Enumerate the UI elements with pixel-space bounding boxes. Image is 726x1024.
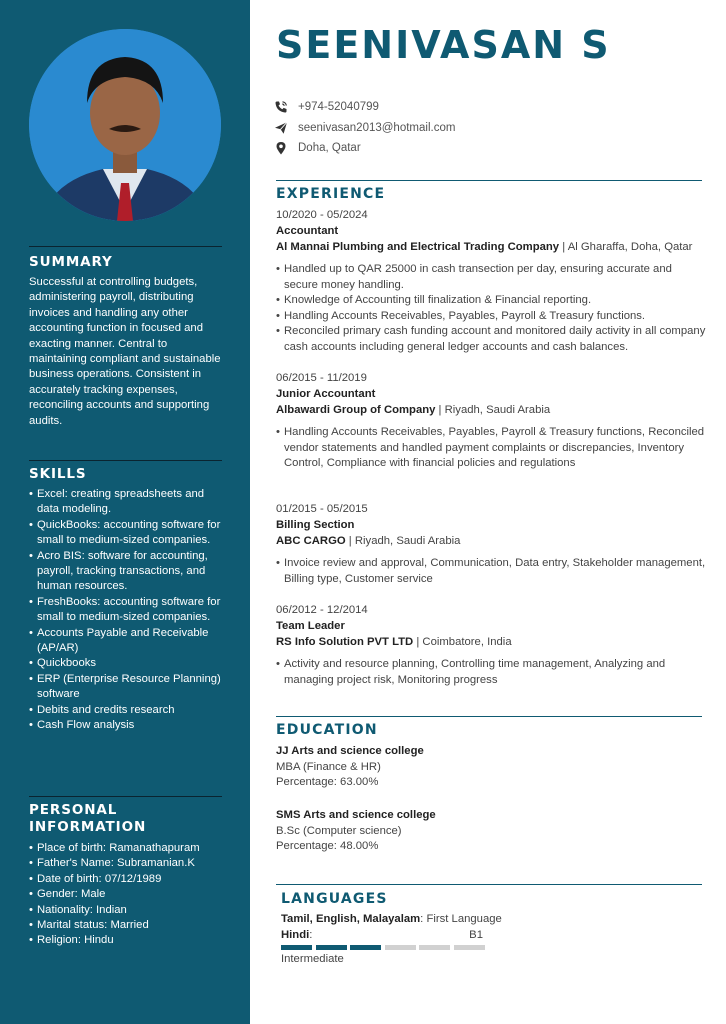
job-entry: [276, 502, 708, 592]
job-dates: 10/2020 - 05/2024: [276, 209, 368, 221]
skill-item: • Excel: creating spreadsheets and data modeling.: [29, 487, 222, 518]
summary-heading: SUMMARY: [29, 254, 113, 270]
job-location: | Riyadh, Saudi Arabia: [435, 404, 551, 416]
job-dates: 06/2015 - 11/2019: [276, 372, 367, 384]
job-role: Junior Accountant: [276, 388, 376, 400]
language-first-names: Tamil, English, Malayalam: [281, 913, 421, 925]
job-bullet: • Reconciled primary cash funding account and monitored daily activity in all company cash accounts including general ledger accounts and cash balances.: [276, 324, 706, 355]
experience-divider: [276, 180, 702, 181]
job-role: Billing Section: [276, 519, 355, 531]
skill-item: • FreshBooks: accounting software for small to medium-sized companies.: [29, 595, 222, 626]
language-first-level: : First Language: [420, 913, 502, 925]
proficiency-segment: [316, 945, 347, 950]
personal-info-heading: PERSONAL INFORMATION: [29, 802, 147, 835]
proficiency-segment: [419, 945, 450, 950]
job-bullet: • Knowledge of Accounting till finalization & Financial reporting.: [276, 293, 706, 309]
job-bullets: [276, 657, 706, 688]
proficiency-segment: [281, 945, 312, 950]
job-company: ABC CARGO: [276, 535, 346, 547]
job-entry: [276, 603, 708, 693]
summary-text: Successful at controlling budgets, administering payroll, distributing invoices and handling any other accounting function in focused and exacting manner. Central to maintaining compliant and sustainable business operations. Consistent in accurately tracking expenses, reconciling accounts and supporting audits.: [29, 276, 221, 427]
education-percentage: Percentage: 63.00%: [276, 776, 379, 789]
summary-section: [29, 246, 222, 436]
language-second-level: Intermediate: [281, 953, 344, 965]
personal-info-item: • Religion: Hindu: [29, 933, 222, 948]
phone-icon: [274, 100, 288, 114]
skills-section: [29, 460, 222, 780]
personal-info-list: [29, 841, 222, 949]
skill-item: • Cash Flow analysis: [29, 718, 222, 733]
skill-item: • Accounts Payable and Receivable (AP/AR): [29, 626, 222, 657]
language-first: [281, 912, 502, 927]
skills-divider: [29, 460, 222, 461]
skill-item: • QuickBooks: accounting software for small to medium-sized companies.: [29, 518, 222, 549]
education-school: SMS Arts and science college: [276, 809, 436, 821]
job-company: Al Mannai Plumbing and Electrical Trading Company: [276, 241, 560, 253]
education-divider: [276, 716, 702, 717]
personal-info-item: • Place of birth: Ramanathapuram: [29, 841, 222, 856]
education-percentage: Percentage: 48.00%: [276, 840, 379, 853]
job-bullets: [276, 425, 706, 472]
skills-heading: SKILLS: [29, 466, 87, 482]
job-bullet: • Handling Accounts Receivables, Payables, Payroll & Treasury functions, Reconciled vendor statements and handled payment complaints or discrepancies, Inventory Control, Compliance with financial policies and regulations: [276, 425, 706, 472]
education-heading: EDUCATION: [276, 722, 378, 738]
personal-info-item: • Father's Name: Subramanian.K: [29, 856, 222, 871]
education-degree: MBA (Finance & HR): [276, 760, 381, 773]
job-role: Team Leader: [276, 620, 345, 632]
main-content: [250, 0, 726, 1024]
personal-info-divider: [29, 796, 222, 797]
job-company-line: [276, 534, 460, 549]
job-bullet: • Invoice review and approval, Communication, Data entry, Stakeholder management, Billing type, Customer service: [276, 556, 706, 587]
phone-text: +974-52040799: [298, 101, 379, 113]
education-school: JJ Arts and science college: [276, 745, 424, 757]
language-second-code: B1: [469, 929, 483, 941]
skill-item: • ERP (Enterprise Resource Planning) software: [29, 672, 222, 703]
location-pin-icon: [274, 141, 288, 155]
job-bullets: [276, 262, 706, 356]
email-text: seenivasan2013@hotmail.com: [298, 122, 456, 134]
profile-photo: [29, 29, 221, 221]
education-entry: [276, 744, 424, 791]
proficiency-segment: [385, 945, 416, 950]
job-entry: [276, 371, 708, 491]
job-company: Albawardi Group of Company: [276, 404, 436, 416]
personal-info-item: • Date of birth: 07/12/1989: [29, 872, 222, 887]
job-bullet: • Handled up to QAR 25000 in cash transection per day, ensuring accurate and secure money handling.: [276, 262, 706, 293]
languages-heading: LANGUAGES: [281, 891, 388, 907]
education-entry: [276, 808, 436, 855]
language-second-name: Hindi: [281, 929, 310, 941]
job-company-line: [276, 403, 550, 418]
job-company-line: [276, 635, 512, 650]
personal-info-item: • Gender: Male: [29, 887, 222, 902]
experience-heading: EXPERIENCE: [276, 186, 386, 202]
personal-info-section: [29, 796, 222, 966]
summary-divider: [29, 246, 222, 247]
job-dates: 06/2012 - 12/2014: [276, 604, 368, 616]
skill-item: • Quickbooks: [29, 656, 222, 671]
job-location: | Riyadh, Saudi Arabia: [345, 535, 461, 547]
proficiency-segment: [350, 945, 381, 950]
skills-list: [29, 487, 222, 734]
profile-photo-illustration: [29, 29, 221, 221]
education-degree: B.Sc (Computer science): [276, 824, 402, 837]
job-company-line: [276, 240, 692, 255]
personal-info-item: • Marital status: Married: [29, 918, 222, 933]
sidebar: [0, 0, 250, 1024]
language-second-sep: :: [309, 929, 313, 941]
send-icon: [274, 121, 288, 135]
job-location: | Al Gharaffa, Doha, Qatar: [559, 241, 693, 253]
job-location: | Coimbatore, India: [413, 636, 512, 648]
language-proficiency-bar: [281, 945, 485, 950]
location-text: Doha, Qatar: [298, 142, 361, 154]
job-bullets: [276, 556, 706, 587]
job-bullet: • Handling Accounts Receivables, Payables, Payroll & Treasury functions.: [276, 309, 706, 325]
language-second: [281, 928, 483, 943]
job-company: RS Info Solution PVT LTD: [276, 636, 414, 648]
languages-divider: [276, 884, 702, 885]
job-role: Accountant: [276, 225, 339, 237]
personal-info-item: • Nationality: Indian: [29, 903, 222, 918]
skill-item: • Acro BIS: software for accounting, payroll, tracking transactions, and human resources.: [29, 549, 222, 595]
candidate-name: SEENIVASAN S: [276, 23, 611, 67]
job-entry: [276, 208, 708, 358]
skill-item: • Debits and credits research: [29, 703, 222, 718]
job-dates: 01/2015 - 05/2015: [276, 503, 368, 515]
proficiency-segment: [454, 945, 485, 950]
job-bullet: • Activity and resource planning, Controlling time management, Analyzing and managing project risk, Monitoring progress: [276, 657, 706, 688]
